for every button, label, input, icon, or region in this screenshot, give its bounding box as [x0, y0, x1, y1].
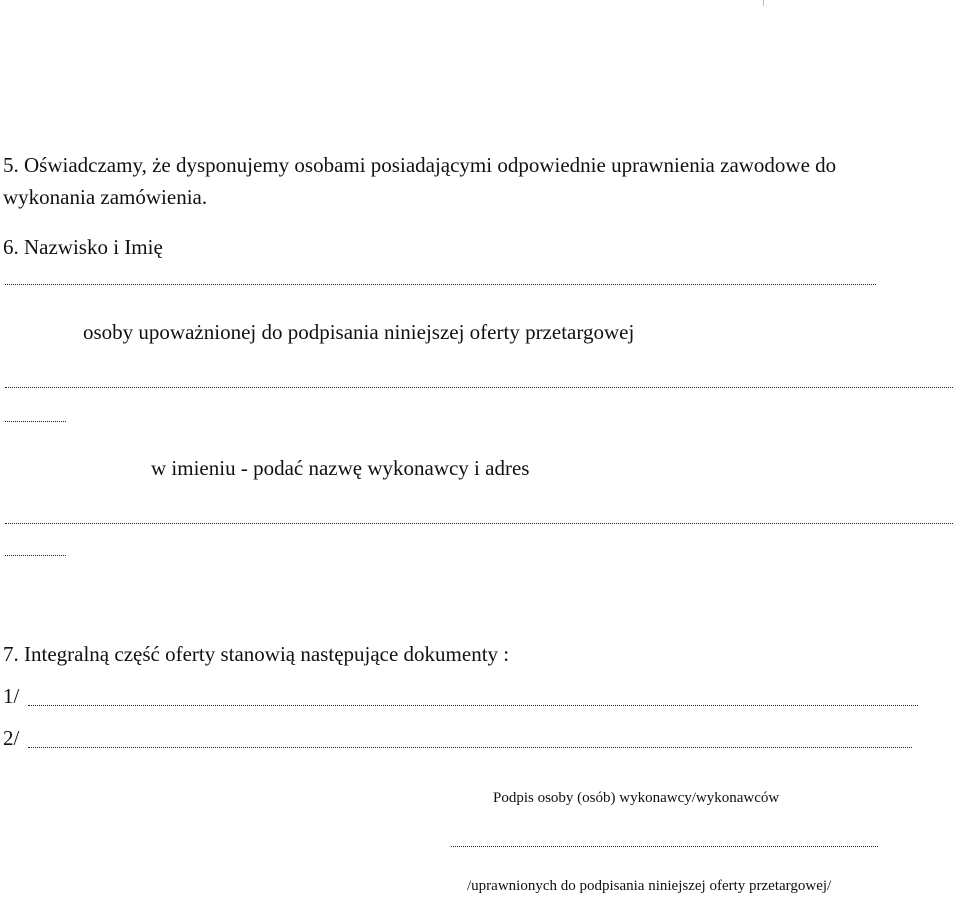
document-item-2-fill-line — [28, 747, 912, 748]
signature-caption: Podpis osoby (osób) wykonawcy/wykonawców — [493, 790, 780, 806]
authorized-fill-line-1 — [5, 387, 953, 388]
authorized-fill-line-2 — [5, 421, 66, 422]
name-fill-line — [5, 284, 876, 285]
section-7-heading: 7. Integralną część oferty stanowią następujące dokumenty : — [3, 642, 510, 666]
scan-artifact-mark — [763, 0, 764, 6]
document-item-2-number: 2/ — [3, 726, 20, 750]
signature-subcaption: /uprawnionych do podpisania niniejszej oferty przetargowej/ — [467, 878, 832, 894]
contractor-fill-line-1 — [5, 523, 953, 524]
authorized-person-caption: osoby upoważnionej do podpisania niniejszej oferty przetargowej — [83, 320, 635, 344]
document-item-1-fill-line — [28, 705, 918, 706]
section-5-line-1: 5. Oświadczamy, że dysponujemy osobami posiadającymi odpowiednie uprawnienia zawodowe do — [3, 153, 837, 177]
signature-fill-line — [451, 846, 878, 847]
section-5-line-2: wykonania zamówienia. — [3, 185, 208, 209]
contractor-fill-line-2 — [5, 555, 66, 556]
document-item-1-number: 1/ — [3, 684, 20, 708]
section-6-heading: 6. Nazwisko i Imię — [3, 235, 163, 259]
on-behalf-caption: w imieniu - podać nazwę wykonawcy i adres — [151, 456, 530, 480]
